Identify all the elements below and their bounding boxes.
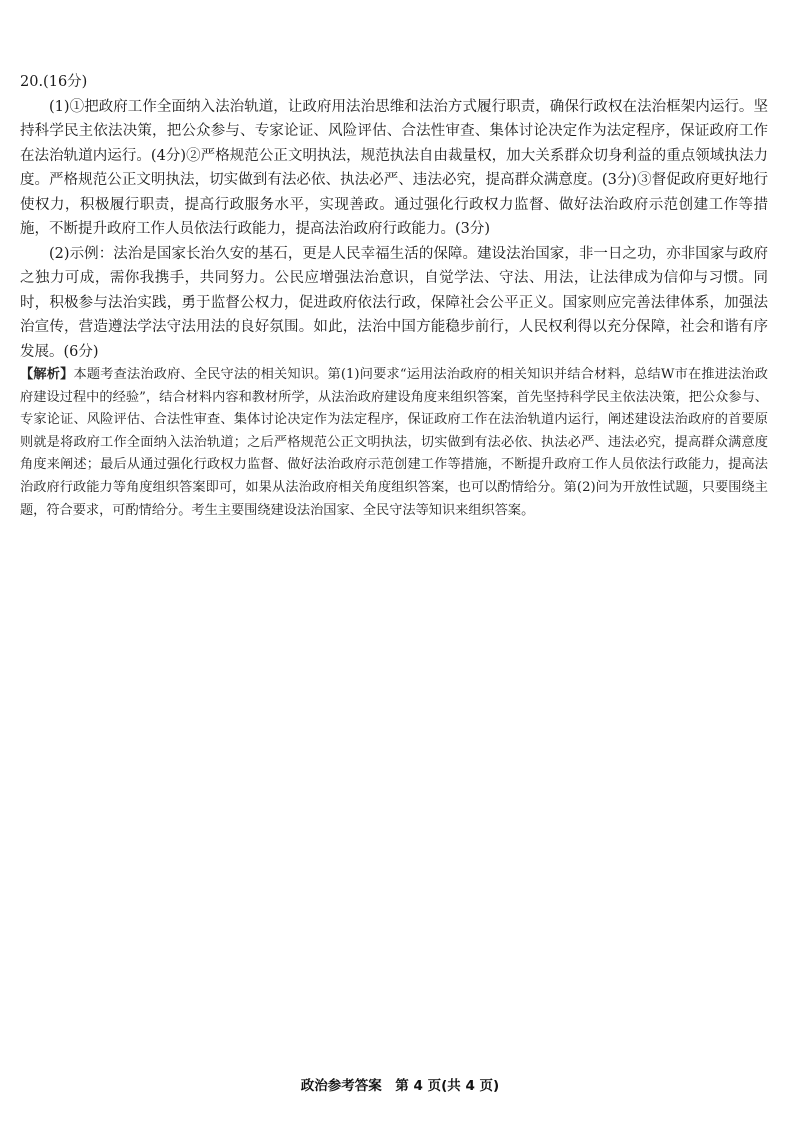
analysis-paragraph: [20, 364, 768, 522]
question-number: 20.(16分): [20, 74, 88, 90]
answer-part-2: (2)示例：法治是国家长治久安的基石，更是人民幸福生活的保障。建设法治国家，非一日之功，亦非国家与政府之独力可成，需你我携手，共同努力。公民应增强法治意识，自觉学法、守法、用法，让法律成为信仰与习惯。同时，积极参与法治实践，勇于监督公权力，促进政府依法行政，保障社会公平正义。国家则应完善法律体系，加强法治宣传，营造遵法学法守法用法的良好氛围。如此，法治中国方能稳步前行，人民权利得以充分保障，社会和谐有序发展。(6分): [20, 245, 768, 360]
page-footer: 政治参考答案 第 4 页(共 4 页): [300, 1078, 500, 1094]
answer-part-1: (1)①把政府工作全面纳入法治轨道，让政府用法治思维和法治方式履行职责，确保行政权在法治框架内运行。坚持科学民主依法决策，把公众参与、专家论证、风险评估、合法性审查、集体讨论决定作为法定程序，保证政府工作在法治轨道内运行。(4分)②严格规范公正文明执法，规范执法自由裁量权，加大关系群众切身利益的重点领域执法力度。严格规范公正文明执法，切实做到有法必依、执法必严、违法必究，提高群众满意度。(3分)③督促政府更好地行使权力，积极履行职责，提高行政服务水平，实现善政。通过强化行政权力监督、做好法治政府示范创建工作等措施，不断提升政府工作人员依法行政能力，提高法治政府行政能力。(3分): [20, 98, 768, 237]
answer-content: [20, 70, 768, 522]
analysis-tag: 【解析】: [20, 367, 74, 382]
analysis-text: 本题考查法治政府、全民守法的相关知识。第(1)问要求“运用法治政府的相关知识并结合材料，总结W市在推进法治政府建设过程中的经验”，结合材料内容和教材所学，从法治政府建设角度来组织答案，首先坚持科学民主依法决策，把公众参与、专家论证、风险评估、合法性审查、集体讨论决定作为法定程序，保证政府工作在法治轨道内运行，阐述建设法治政府的首要原则就是将政府工作全面纳入法治轨道；之后严格规范公正文明执法，切实做到有法必依、执法必严、违法必究，提高群众满意度角度来阐述；最后从通过强化行政权力监督、做好法治政府示范创建工作等措施，不断提升政府工作人员依法行政能力，提高法治政府行政能力等角度组织答案即可，如果从法治政府相关角度组织答案，也可以酌情给分。第(2)问为开放性试题，只要围绕主题，符合要求，可酌情给分。考生主要围绕建设法治国家、全民守法等知识来组织答案。: [20, 367, 768, 518]
